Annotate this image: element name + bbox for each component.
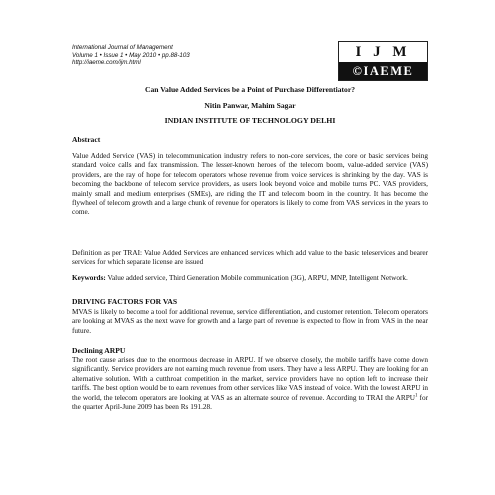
declining-arpu-text-end: for the quarter April-June 2009 has been Rs 191.28. xyxy=(72,393,428,412)
journal-info xyxy=(72,44,302,67)
logo-title: I J M xyxy=(355,44,411,60)
keywords-text: Value added service, Third Generation Mobile communication (3G), ARPU, MNP, Intelligent Network. xyxy=(105,274,408,282)
journal-name: International Journal of Management xyxy=(72,44,173,51)
declining-arpu-text: The root cause arises due to the enormous decrease in ARPU. If we observe closely, the mobile tariffs have come down significantly. Service providers are not earning much revenue from users. They have a less ARPU. They are looking for an alternative solution. With a cutthroat competition in the market, service providers have no option left to increase their tariffs. The best option would be to earn revenues from other services like VAS instead of voice. With the lowest ARPU in the world, the telecom operators are looking at VAS as an alternate source of revenue. According to TRAI the ARPU xyxy=(72,356,428,402)
keywords-paragraph xyxy=(72,274,428,283)
journal-url: http://iaeme.com/ijm.html xyxy=(72,59,141,67)
abstract-heading: Abstract xyxy=(72,135,101,144)
declining-arpu-paragraph xyxy=(72,356,428,412)
paper-page xyxy=(72,0,428,495)
footnote-marker: 1 xyxy=(414,393,418,399)
section-heading-driving-factors: DRIVING FACTORS FOR VAS xyxy=(72,297,178,306)
abstract-paragraph: Value Added Service (VAS) in telecommunication industry refers to non-core services, the core or basic services being standard voice calls and fax transmission. The lesser-known heroes of the telecom boom, value-added service (VAS) providers, are the ray of hope for telecom operators whose revenue from voice services is shrinking by the day. VAS is becoming the backbone of telecom service providers, as users look beyond voice and mobile turns PC. VAS providers, mainly small and medium enterprises (SMEs), are riding the IT and telecom boom in the country. It has become the flywheel of telecom growth and a large chunk of revenue for operators is likely to come from VAS services in the years to come. xyxy=(72,152,428,217)
paper-institution: INDIAN INSTITUTE OF TECHNOLOGY DELHI xyxy=(164,116,336,125)
paper-title: Can Value Added Services be a Point of Purchase Differentiator? xyxy=(144,85,355,94)
ijm-logo xyxy=(338,41,428,81)
driving-factors-paragraph: MVAS is likely to become a tool for additional revenue, service differentiation, and customer retention. Telecom operators are looking at MVAS as the next wave for growth and a large part of revenue is expected to flow in from VAS in the near future. xyxy=(72,308,428,335)
journal-volume: Volume 1 • Issue 1 • May 2010 • pp.88-103 xyxy=(72,51,190,59)
keywords-label: Keywords: xyxy=(72,274,106,282)
trai-definition-paragraph: Definition as per TRAI: Value Added Services are enhanced services which add value to the basic teleservices and bearer services for which separate license are issued xyxy=(72,249,428,267)
paper-authors: Nitin Panwar, Mahim Sagar xyxy=(204,101,296,110)
logo-publisher: ©IAEME xyxy=(339,62,427,80)
section-heading-declining-arpu: Declining ARPU xyxy=(72,346,126,355)
